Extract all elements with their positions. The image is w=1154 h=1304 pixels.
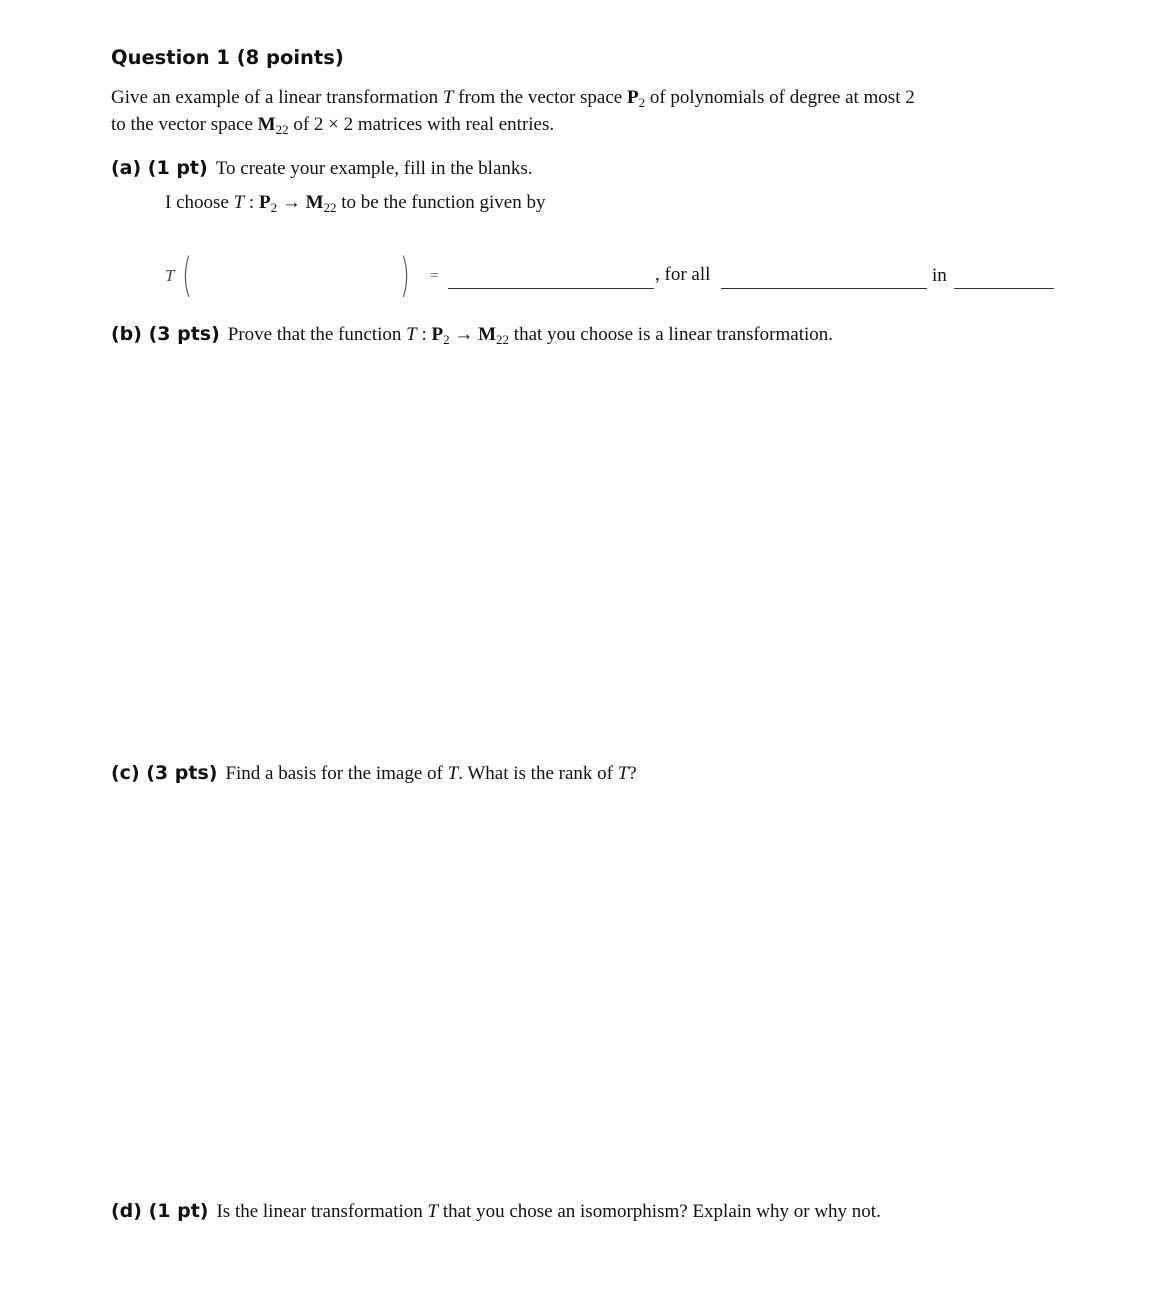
part-b-label: (b) (3 pts) xyxy=(111,323,220,345)
part-c-label: (c) (3 pts) xyxy=(111,762,218,784)
domain-blank[interactable] xyxy=(954,288,1054,289)
part-b-answer-area[interactable] xyxy=(111,360,1051,740)
output-blank[interactable] xyxy=(448,288,654,289)
part-a-label: (a) (1 pt) xyxy=(111,157,208,179)
part-d-heading: (d) (1 pt) Is the linear transformation T that you chose an isomorphism? Explain why or why not. xyxy=(111,1200,881,1222)
part-a-choose-line: I choose T : $P_2 \to M_{22}$ to be the function given by xyxy=(165,192,546,215)
for-all-text: , for all xyxy=(655,264,711,285)
part-d-label: (d) (1 pt) xyxy=(111,1200,209,1222)
part-c-answer-area[interactable] xyxy=(111,800,1051,1170)
open-paren: ( xyxy=(182,248,192,302)
variable-blank[interactable] xyxy=(721,288,927,289)
close-paren: ) xyxy=(400,248,410,302)
input-blank[interactable] xyxy=(215,288,395,289)
part-a-heading: (a) (1 pt) To create your example, fill in the blanks. xyxy=(111,157,533,179)
part-c-heading: (c) (3 pts) Find a basis for the image of T. What is the rank of T? xyxy=(111,762,637,784)
part-b-heading: (b) (3 pts) Prove that the function T : $P_2 \to M_{22}$ that you choose is a linear transformation. xyxy=(111,323,834,347)
fill-t-symbol: T xyxy=(165,266,175,285)
equals-sign: = xyxy=(430,268,439,284)
in-text: in xyxy=(932,265,947,286)
question-title: Question 1 (8 points) xyxy=(111,46,344,69)
question-intro-line-2: to the vector space $M_{22}$ of 2 × 2 matrices with real entries. xyxy=(111,114,555,137)
question-intro-line-1: Give an example of a linear transformation T from the vector space $P_2$ of polynomials of degree at most 2 xyxy=(111,87,915,110)
